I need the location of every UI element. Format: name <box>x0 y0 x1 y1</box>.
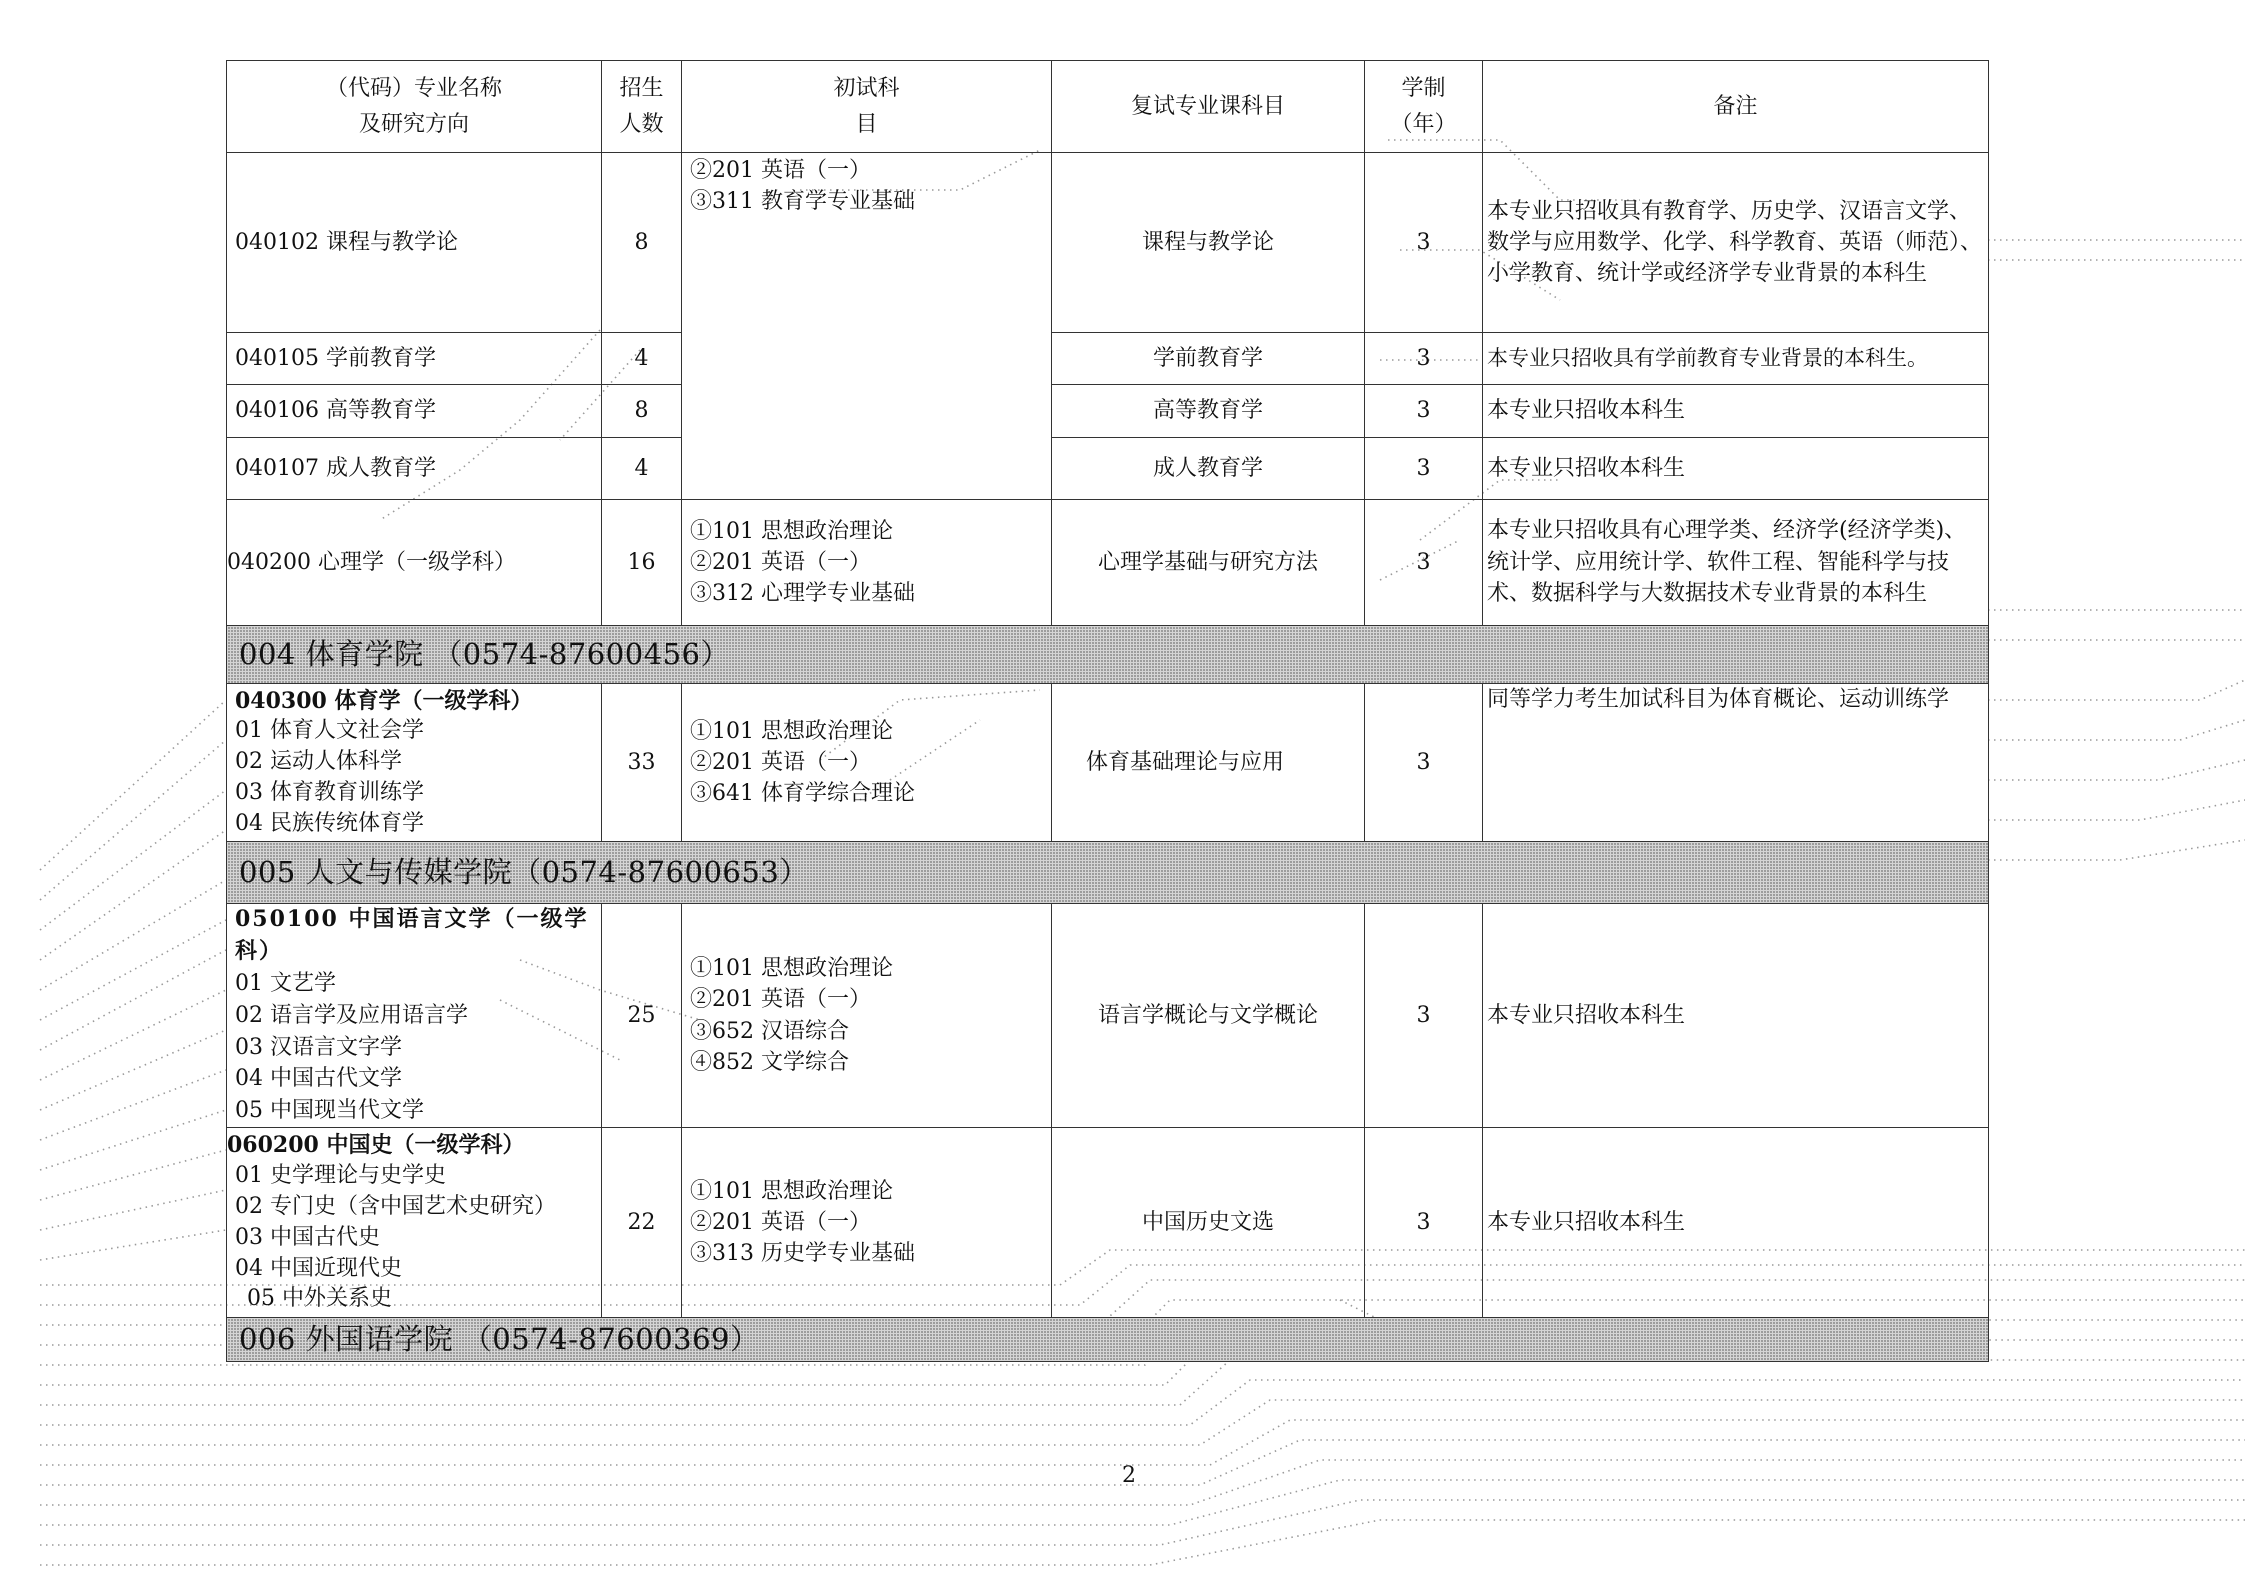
exam-item: ②201 英语（一） <box>690 749 871 775</box>
note-cell: 本专业只招收具有学前教育专业背景的本科生。 <box>1483 333 1989 385</box>
years-cell: 3 <box>1365 438 1483 500</box>
header-major: （代码）专业名称 及研究方向 <box>227 61 602 153</box>
count-cell: 8 <box>602 385 682 438</box>
years-cell: 3 <box>1365 385 1483 438</box>
exam-item: ①101 思想政治理论 <box>690 718 893 744</box>
retest-cell: 课程与教学论 <box>1052 153 1365 333</box>
exam-item: ③641 体育学综合理论 <box>690 781 915 807</box>
direction-item: 02 语言学及应用语言学 <box>235 1002 468 1028</box>
direction-item: 01 史学理论与史学史 <box>235 1163 446 1189</box>
major-cell <box>227 1128 602 1318</box>
major-cell: 040102 课程与教学论 <box>227 153 602 333</box>
years-cell: 3 <box>1365 904 1483 1128</box>
header-exam: 初试科 目 <box>682 61 1052 153</box>
exam-item: ①101 思想政治理论 <box>690 518 893 544</box>
major-title: 050100 中国语言文学（一级学科） <box>235 906 589 964</box>
exam-item: ③312 心理学专业基础 <box>690 581 915 607</box>
exam-cell <box>682 500 1052 626</box>
major-cell <box>227 904 602 1128</box>
direction-item: 05 中国现当代文学 <box>235 1098 424 1124</box>
page-number: 2 <box>1122 1463 1136 1488</box>
major-title: 040300 体育学（一级学科） <box>235 687 533 714</box>
direction-item: 04 民族传统体育学 <box>235 810 424 836</box>
exam-item: ②201 英语（一） <box>690 549 871 575</box>
section-title: 006 外国语学院 （0574-87600369） <box>227 1318 1989 1362</box>
direction-item: 01 文艺学 <box>235 970 336 996</box>
exam-item: ③652 汉语综合 <box>690 1018 849 1044</box>
direction-item: 03 体育教育训练学 <box>235 779 424 805</box>
count-cell: 4 <box>602 438 682 500</box>
years-cell: 3 <box>1365 153 1483 333</box>
years-cell: 3 <box>1365 1128 1483 1318</box>
exam-item: ②201 英语（一） <box>690 158 871 183</box>
major-cell: 040105 学前教育学 <box>227 333 602 385</box>
admissions-table <box>226 60 1989 1362</box>
note-cell: 本专业只招收本科生 <box>1483 385 1989 438</box>
table-row <box>227 684 1989 842</box>
table-row <box>227 500 1989 626</box>
header-count: 招生 人数 <box>602 61 682 153</box>
retest-cell: 心理学基础与研究方法 <box>1052 500 1365 626</box>
section-header <box>227 626 1989 684</box>
retest-cell: 语言学概论与文学概论 <box>1052 904 1365 1128</box>
table-row <box>227 153 1989 333</box>
section-header <box>227 842 1989 904</box>
header-note: 备注 <box>1483 61 1989 153</box>
retest-cell: 体育基础理论与应用 <box>1052 684 1365 842</box>
section-title: 004 体育学院 （0574-87600456） <box>227 626 1989 684</box>
years-cell: 3 <box>1365 333 1483 385</box>
count-cell: 8 <box>602 153 682 333</box>
note-cell: 本专业只招收具有教育学、历史学、汉语言文学、数学与应用数学、化学、科学教育、英语（师范）、小学教育、统计学或经济学专业背景的本科生 <box>1483 153 1989 333</box>
count-cell: 16 <box>602 500 682 626</box>
exam-item: ③311 教育学专业基础 <box>690 189 915 215</box>
retest-cell: 高等教育学 <box>1052 385 1365 438</box>
exam-cell <box>682 684 1052 842</box>
table-row <box>227 333 1989 385</box>
table-row <box>227 438 1989 500</box>
exam-item: ①101 思想政治理论 <box>690 956 893 982</box>
direction-item: 05 中外关系史 <box>247 1286 392 1312</box>
note-cell: 本专业只招收本科生 <box>1483 1128 1989 1318</box>
section-header <box>227 1318 1989 1362</box>
count-cell: 22 <box>602 1128 682 1318</box>
major-cell: 040106 高等教育学 <box>227 385 602 438</box>
direction-item: 04 中国近现代史 <box>235 1255 402 1281</box>
major-title: 060200 中国史（一级学科） <box>227 1132 525 1159</box>
exam-cell <box>682 1128 1052 1318</box>
major-cell <box>227 684 602 842</box>
major-cell: 040107 成人教育学 <box>227 438 602 500</box>
direction-item: 04 中国古代文学 <box>235 1066 402 1092</box>
header-years: 学制 （年） <box>1365 61 1483 153</box>
exam-item: ③313 历史学专业基础 <box>690 1241 915 1267</box>
section-title: 005 人文与传媒学院（0574-87600653） <box>227 842 1989 904</box>
table-row <box>227 1128 1989 1318</box>
count-cell: 4 <box>602 333 682 385</box>
note-cell: 同等学力考生加试科目为体育概论、运动训练学 <box>1483 684 1989 842</box>
note-cell: 本专业只招收本科生 <box>1483 438 1989 500</box>
exam-item: ②201 英语（一） <box>690 987 871 1013</box>
table-row <box>227 904 1989 1128</box>
count-cell: 25 <box>602 904 682 1128</box>
retest-cell: 成人教育学 <box>1052 438 1365 500</box>
major-cell: 040200 心理学（一级学科） <box>227 500 602 626</box>
header-row <box>227 61 1989 153</box>
direction-item: 03 中国古代史 <box>235 1224 380 1250</box>
exam-cell <box>682 904 1052 1128</box>
direction-item: 02 运动人体科学 <box>235 749 402 775</box>
count-cell: 33 <box>602 684 682 842</box>
exam-item: ①101 思想政治理论 <box>690 1178 893 1204</box>
retest-cell: 学前教育学 <box>1052 333 1365 385</box>
years-cell: 3 <box>1365 500 1483 626</box>
note-cell: 本专业只招收具有心理学类、经济学(经济学类)、统计学、应用统计学、软件工程、智能科学与技术、数据科学与大数据技术专业背景的本科生 <box>1483 500 1989 626</box>
direction-item: 02 专门史（含中国艺术史研究） <box>235 1193 556 1219</box>
header-retest: 复试专业课科目 <box>1052 61 1365 153</box>
note-cell: 本专业只招收本科生 <box>1483 904 1989 1128</box>
direction-item: 01 体育人文社会学 <box>235 718 424 744</box>
exam-item: ④852 文学综合 <box>690 1049 849 1075</box>
retest-cell: 中国历史文选 <box>1052 1128 1365 1318</box>
direction-item: 03 汉语言文字学 <box>235 1034 402 1060</box>
exam-item: ②201 英语（一） <box>690 1210 871 1236</box>
years-cell: 3 <box>1365 684 1483 842</box>
table-row <box>227 385 1989 438</box>
exam-cell <box>682 153 1052 500</box>
